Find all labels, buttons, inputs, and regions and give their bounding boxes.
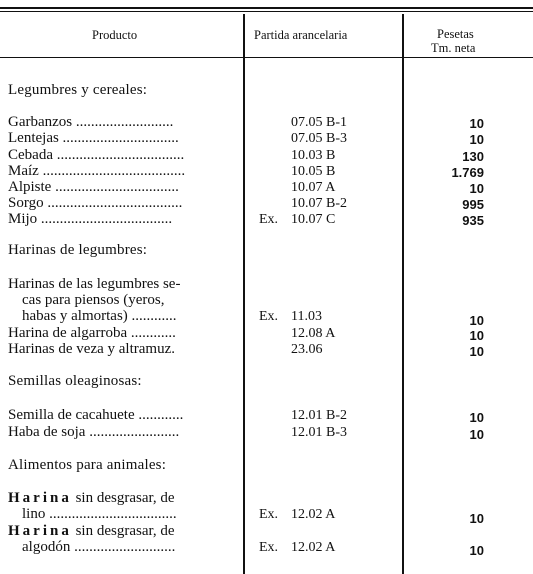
tariff-code: 07.05 B-3	[291, 131, 347, 146]
product-name-line: cas para piensos (yeros,	[22, 292, 165, 308]
value-cell: 10	[469, 313, 484, 328]
value-cell: 10	[469, 132, 484, 147]
section-title: Harinas de legumbres:	[8, 242, 148, 258]
product-name-line: lino ..................................	[22, 506, 177, 522]
product-name-line: habas y almortas) ............	[22, 308, 177, 324]
section-title: Legumbres y cereales:	[8, 82, 148, 98]
product-name: Harinas de veza y altramuz.	[8, 341, 175, 357]
tariff-code: 10.03 B	[291, 148, 336, 163]
value-cell: 10	[469, 543, 484, 558]
product-name: Sorgo ....................................	[8, 195, 183, 211]
tariff-code: 07.05 B-1	[291, 115, 347, 130]
header-producto: Producto	[92, 28, 138, 42]
header-rule	[0, 57, 533, 58]
header-partida: Partida arancelaria	[254, 28, 348, 42]
top-rule-thick	[0, 7, 533, 9]
product-name-lead: Harina	[8, 490, 72, 506]
product-name: Cebada ..................................	[8, 147, 185, 163]
value-cell: 10	[469, 116, 484, 131]
header-tm-neta: Tm. neta	[431, 41, 476, 55]
product-name: Harina de algarroba ............	[8, 325, 176, 341]
product-name-line: Harinas de las legumbres se-	[8, 276, 181, 292]
product-name: Garbanzos ..........................	[8, 114, 174, 130]
value-cell: 10	[469, 511, 484, 526]
tariff-code: 23.06	[291, 342, 323, 357]
product-name: Mijo ...................................	[8, 211, 173, 227]
product-name-line: algodón ...........................	[22, 539, 176, 555]
section-title: Semillas oleaginosas:	[8, 373, 142, 389]
value-cell: 935	[462, 213, 484, 228]
tariff-prefix: Ex.	[259, 212, 279, 227]
value-cell: 130	[462, 149, 484, 164]
section-title: Alimentos para animales:	[8, 457, 167, 473]
tariff-code: 12.02 A	[291, 540, 336, 555]
tariff-code: 12.01 B-3	[291, 425, 347, 440]
value-cell: 10	[469, 181, 484, 196]
tariff-code: 12.01 B-2	[291, 408, 347, 423]
value-cell: 10	[469, 344, 484, 359]
tariff-prefix: Ex.	[259, 309, 279, 324]
product-name: Haba de soja ........................	[8, 424, 180, 440]
column-divider-2	[402, 14, 404, 574]
product-name-line	[8, 524, 175, 539]
product-name: Alpiste .................................	[8, 179, 179, 195]
column-divider-1	[243, 14, 245, 574]
tariff-code: 10.07 A	[291, 180, 336, 195]
tariff-prefix: Ex.	[259, 507, 279, 522]
tariff-code: 12.08 A	[291, 326, 336, 341]
tariff-prefix: Ex.	[259, 540, 279, 555]
product-name-line	[8, 491, 175, 506]
value-cell: 1.769	[451, 165, 484, 180]
product-name-rest: sin desgrasar, de	[71, 490, 175, 506]
value-cell: 995	[462, 197, 484, 212]
product-name-rest: sin desgrasar, de	[71, 523, 175, 539]
product-name-lead: Harina	[8, 523, 72, 539]
value-cell: 10	[469, 410, 484, 425]
tariff-code: 11.03	[291, 309, 322, 324]
tariff-code: 10.07 C	[291, 212, 336, 227]
value-cell: 10	[469, 328, 484, 343]
tariff-code: 10.07 B-2	[291, 196, 347, 211]
header-pesetas: Pesetas	[437, 27, 474, 41]
tariff-code: 10.05 B	[291, 164, 336, 179]
product-name: Lentejas ...............................	[8, 130, 179, 146]
tariff-code: 12.02 A	[291, 507, 336, 522]
product-name: Maíz ......................................	[8, 163, 186, 179]
value-cell: 10	[469, 427, 484, 442]
top-rule-thin	[0, 11, 533, 12]
product-name: Semilla de cacahuete ............	[8, 407, 184, 423]
